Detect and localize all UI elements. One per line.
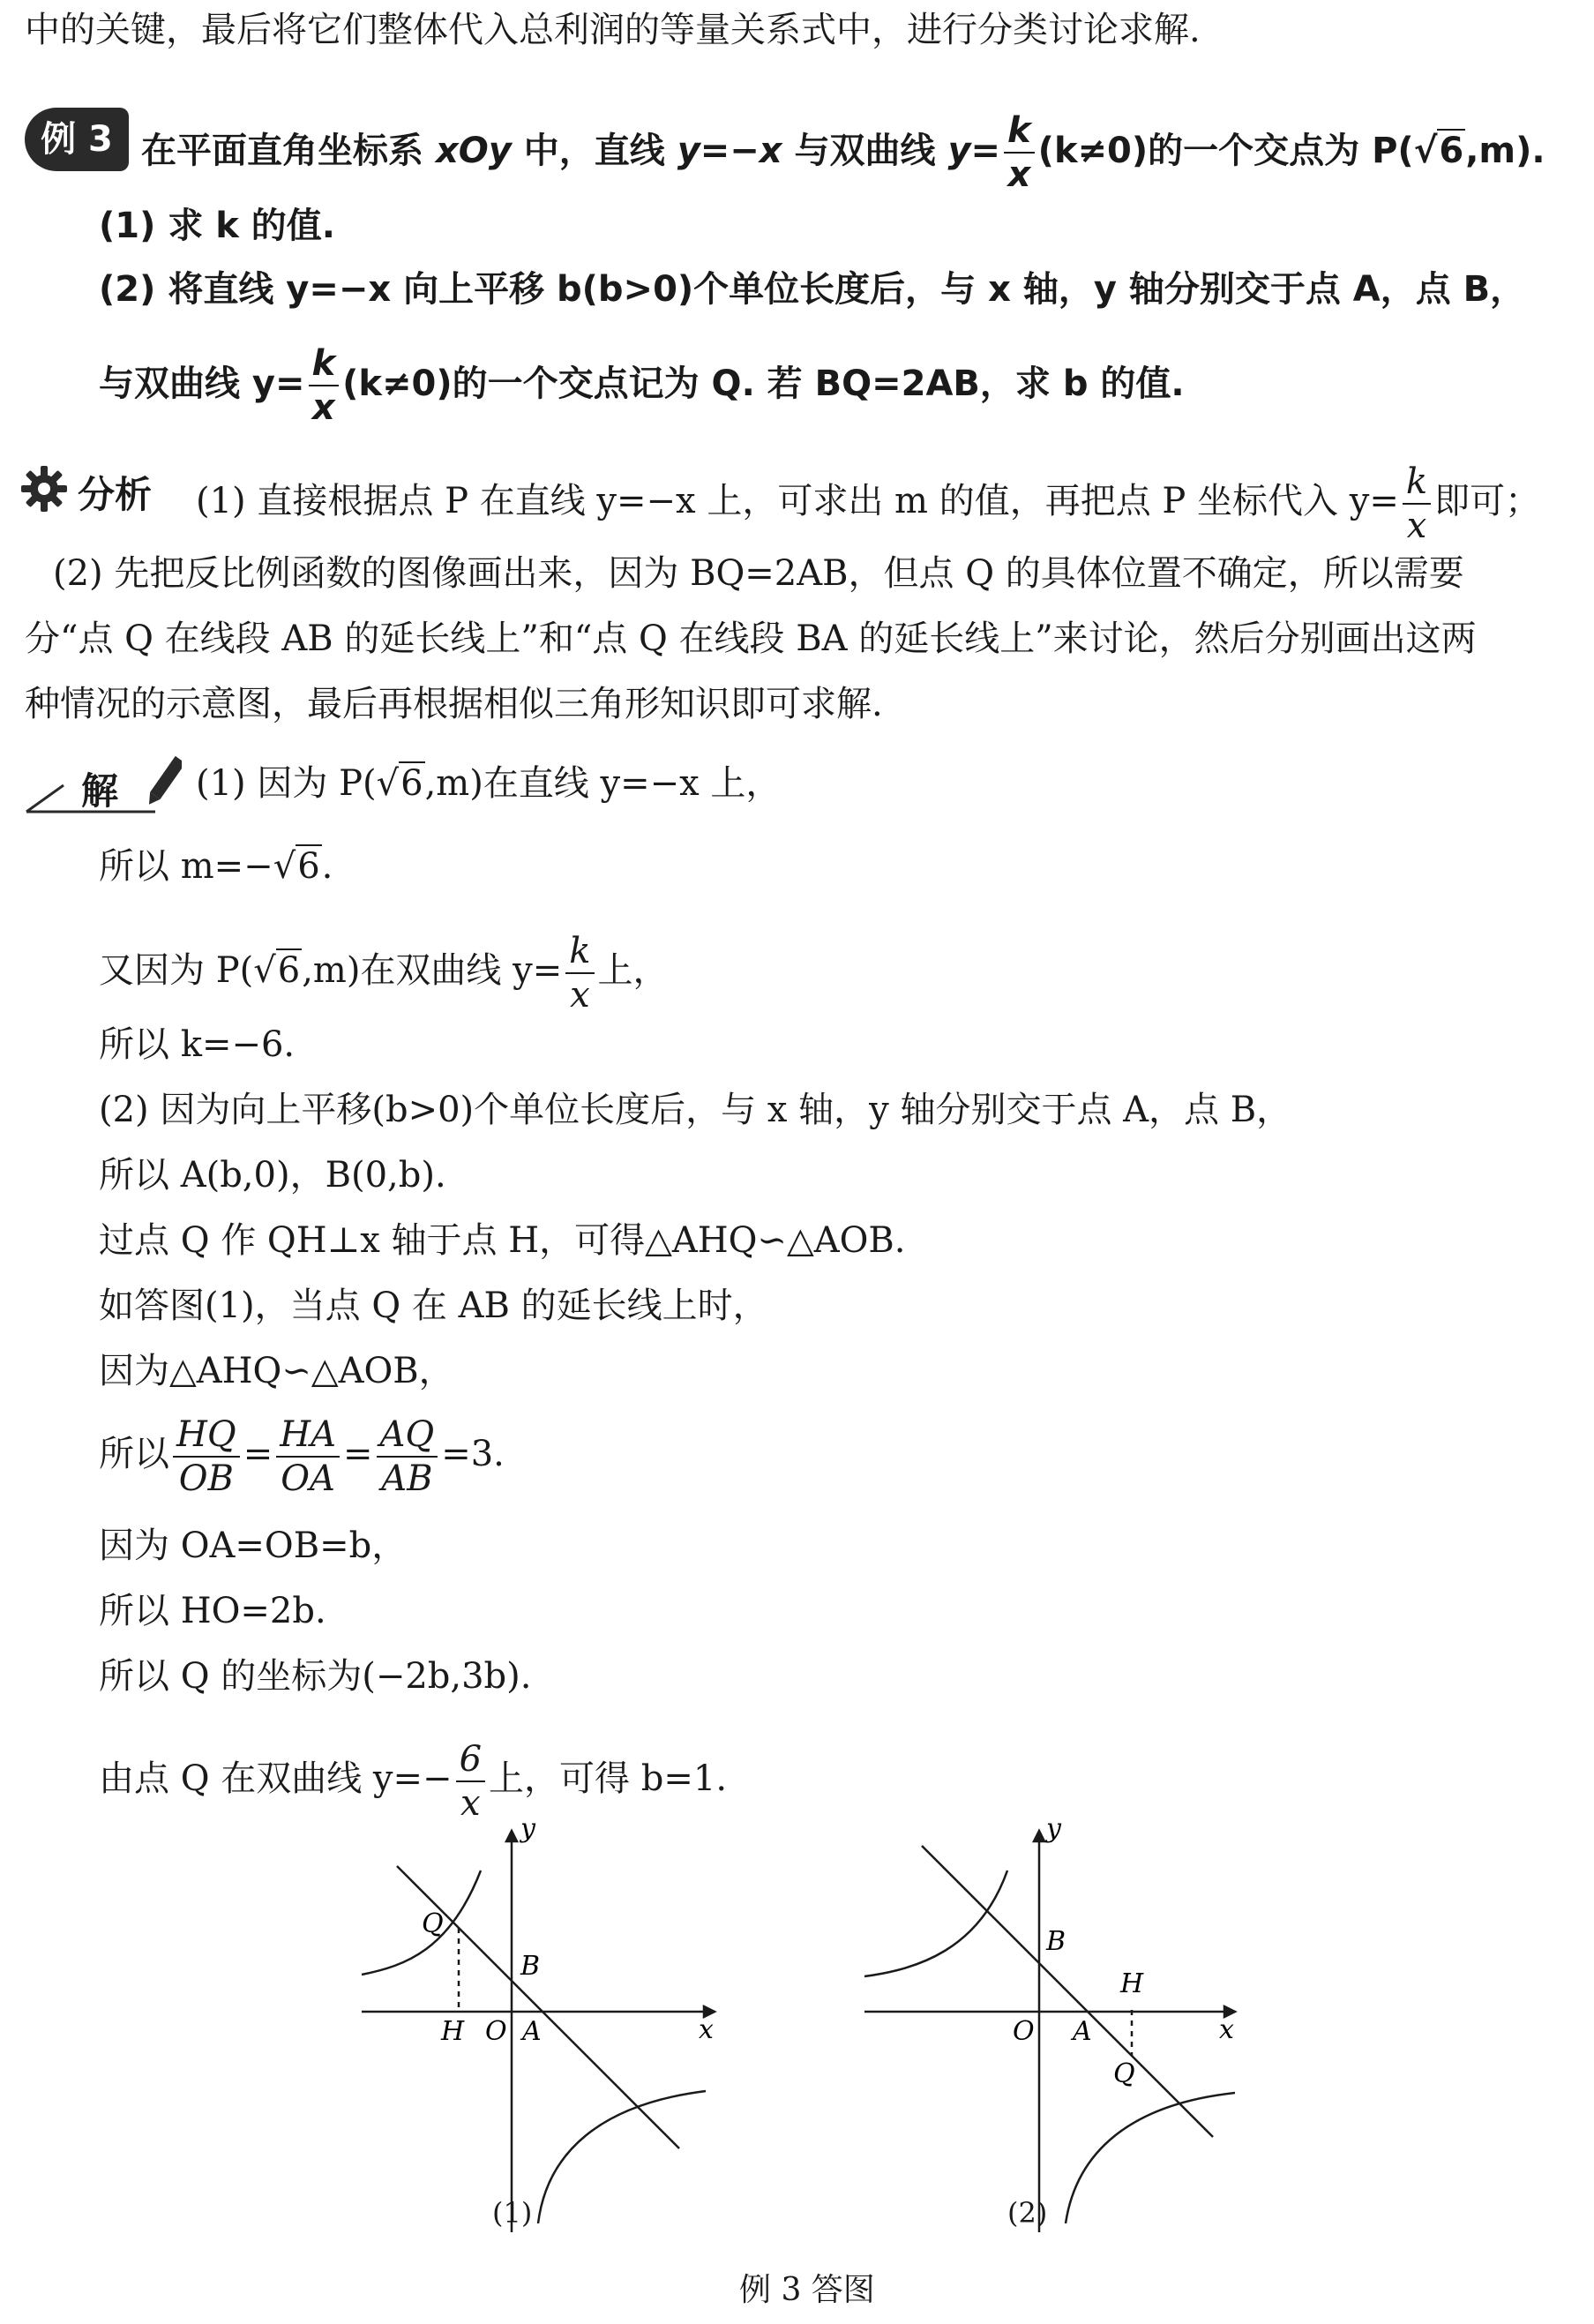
fig2-a-label: A (1073, 2016, 1092, 2047)
intro-xoy: xOy (435, 131, 512, 171)
intro-y: y= (947, 131, 1001, 171)
y-arrow (1034, 1831, 1044, 1841)
q2-text-a: 与双曲线 y= (99, 364, 305, 404)
analysis-line-3: 分“点 Q 在线段 AB 的延长线上”和“点 Q 在线段 BA 的延长线上”来讨论，然后分别画出这两 (25, 618, 1477, 659)
fig1-o-label: O (485, 2016, 507, 2047)
analysis-line-4: 种情况的示意图，最后再根据相似三角形知识即可求解. (25, 684, 883, 724)
f1-num: HQ (173, 1417, 240, 1458)
fig2-q-label: Q (1113, 2058, 1135, 2089)
question-1: (1) 求 k 的值. (99, 206, 335, 246)
top-text-line: 中的关键，最后将它们整体代入总利润的等量关系式中，进行分类讨论求解. (25, 10, 1201, 50)
f4-num: 6 (456, 1742, 485, 1782)
example-intro: 在平面直角坐标系 xOy 中，直线 y=−x 与双曲线 y= $\frac{k}{x}$ (k≠0)的一个交点为 P(√6,m). (141, 110, 1545, 195)
solution-label: 解 (81, 769, 119, 813)
solution-line-11: 因为 OA=OB=b， (99, 1526, 408, 1566)
s3a: 又因为 P( (99, 950, 254, 991)
s3c: 上， (597, 950, 669, 991)
s3-fraction (565, 931, 594, 1016)
s1b: ,m)在直线 y=−x 上， (424, 763, 782, 804)
analysis-1a: (1) 直接根据点 P 在直线 y=−x 上，可求出 m 的值，再把点 P 坐标代入 y= (196, 481, 1399, 521)
solution-line-4: 所以 k=−6. (99, 1024, 296, 1065)
s10b: =3. (441, 1434, 505, 1474)
s3-sqrt: 6 (277, 950, 301, 991)
solution-line-1: (1) 因为 P(√6,m)在直线 y=−x 上， (196, 763, 782, 804)
intro-text-a: 在平面直角坐标系 (141, 131, 436, 171)
fig1-caption: (1) (492, 2196, 533, 2230)
fig2-caption: (2) (1007, 2196, 1048, 2230)
figure-2 (856, 1818, 1244, 2241)
fig2-h-label: H (1120, 1968, 1144, 1999)
analysis-label: 分析 (78, 473, 153, 516)
intro-line-eq: y=−x (677, 131, 782, 171)
example-badge: 例 3 (25, 108, 129, 171)
solution-line-13: 所以 Q 的坐标为(−2b,3b). (99, 1656, 532, 1697)
f1-den: OB (178, 1458, 234, 1499)
q2-fraction (309, 343, 340, 428)
question-2-line-1: (2) 将直线 y=−x 向上平移 b(b>0)个单位长度后，与 x 轴，y 轴分别交于点 A，点 B， (99, 269, 1526, 310)
analysis-fraction (1403, 461, 1431, 546)
solution-line-14 (99, 1739, 728, 1824)
s1a: (1) 因为 P( (196, 763, 377, 804)
intro-text-b: 中，直线 (511, 131, 677, 171)
y-arrow (506, 1831, 517, 1841)
solution-line-8: 如答图(1)，当点 Q 在 AB 的延长线上时， (99, 1286, 768, 1326)
solution-line-3: 又因为 P(√6,m)在双曲线 y= $\frac{k}{x}$ 上， (99, 931, 669, 1016)
shifted-line (922, 1846, 1213, 2137)
s2b: . (321, 846, 333, 887)
analysis-line-2: (2) 先把反比例函数的图像画出来，因为 BQ=2AB，但点 Q 的具体位置不确定，所以需要 (53, 553, 1464, 594)
fig1-h-label: H (441, 2016, 465, 2047)
fig1-a-label: A (522, 2016, 542, 2047)
q2-frac-num: k (309, 346, 340, 386)
s3-frac-den: x (570, 975, 590, 1016)
intro-fraction (1004, 110, 1035, 195)
s10a: 所以 (99, 1434, 169, 1474)
analysis-frac-num: k (1403, 464, 1431, 505)
fig2-y-label: y (1046, 1818, 1061, 1844)
s2-sqrt: 6 (297, 846, 320, 887)
s1-sqrt: 6 (400, 763, 423, 804)
f2-den: OA (281, 1458, 335, 1499)
fig2-x-label: x (1219, 2014, 1234, 2045)
s14b: 上，可得 b=1. (489, 1758, 728, 1799)
q2-text-b: (k≠0)的一个交点记为 Q. 若 BQ=2AB，求 b 的值. (342, 364, 1185, 404)
fraction-6-x (456, 1739, 485, 1824)
fraction-ha-oa (276, 1414, 340, 1499)
solution-line-2: 所以 m=−√6. (99, 846, 333, 887)
hyperbola-branch-right (538, 2091, 706, 2223)
gear-icon (19, 464, 69, 514)
intro-text-d: (k≠0)的一个交点为 P( (1037, 131, 1414, 171)
q2-frac-den: x (311, 387, 335, 428)
s2a: 所以 m=− (99, 846, 273, 887)
s3b: ,m)在双曲线 y= (302, 950, 563, 991)
frac-num: k (1004, 113, 1035, 154)
f3-num: AQ (377, 1417, 438, 1458)
solution-line-12: 所以 HO=2b. (99, 1591, 326, 1631)
figure-1 (353, 1818, 723, 2241)
fig1-b-label: B (520, 1951, 541, 1982)
fraction-aq-ab (377, 1414, 438, 1499)
solution-line-9: 因为△AHQ∽△AOB， (99, 1351, 454, 1391)
hyperbola-branch-left (864, 1870, 1007, 1976)
solution-line-6: 所以 A(b,0)，B(0,b). (99, 1155, 446, 1196)
fig2-o-label: O (1013, 2016, 1035, 2047)
s14a: 由点 Q 在双曲线 y=− (99, 1758, 453, 1799)
fraction-hq-ob (173, 1414, 240, 1499)
analysis-1b: 即可； (1434, 481, 1541, 521)
fig2-b-label: B (1046, 1926, 1066, 1957)
hyperbola-branch-right (1066, 2093, 1235, 2223)
solution-line-10: 所以 $\frac{HQ}{OB}$ = $\frac{HA}{OA}$ = $\frac{AQ}{AB}$ =3. (99, 1414, 505, 1499)
fig1-q-label: Q (422, 1908, 444, 1939)
figure-caption: 例 3 答图 (739, 2272, 875, 2308)
frac-den: x (1007, 154, 1031, 195)
solution-line-7: 过点 Q 作 QH⊥x 轴于点 H，可得△AHQ∽△AOB. (99, 1220, 906, 1261)
analysis-line-1 (196, 461, 1541, 546)
analysis-frac-den: x (1406, 506, 1427, 546)
s3-frac-num: k (565, 933, 594, 974)
intro-text-c: 与双曲线 (782, 131, 948, 171)
fig1-y-label: y (520, 1818, 535, 1844)
f2-num: HA (276, 1417, 340, 1458)
intro-sqrt: 6 (1439, 131, 1464, 171)
solution-line-5: (2) 因为向上平移(b>0)个单位长度后，与 x 轴，y 轴分别交于点 A，点 B， (99, 1090, 1292, 1130)
fig1-x-label: x (699, 2014, 714, 2045)
f3-den: AB (381, 1458, 433, 1499)
intro-text-e: ,m). (1465, 131, 1545, 171)
f4-den: x (460, 1783, 481, 1824)
question-2-line-2 (99, 343, 1185, 428)
